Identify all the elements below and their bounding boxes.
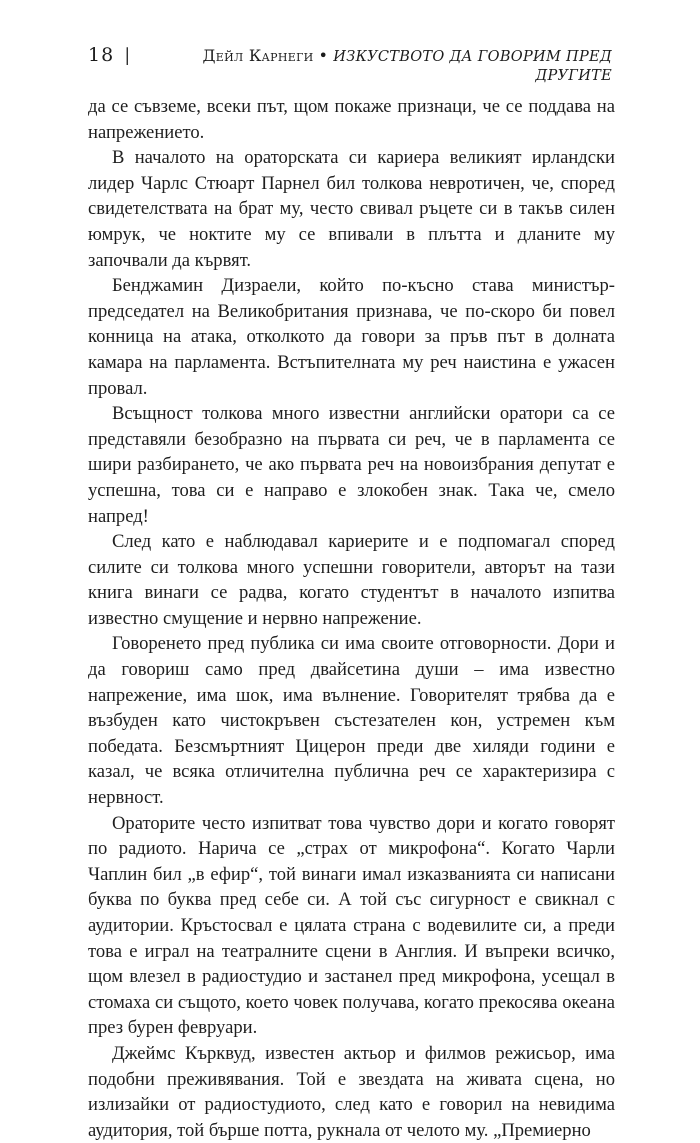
header-author: Дейл Карнеги [202, 46, 314, 65]
header-separator: | [124, 45, 131, 66]
header-bullet: • [318, 46, 329, 65]
paragraph: В началото на ораторската си кариера великият ирландски лидер Чарлс Стюарт Парнел бил толкова невротичен, че, според свидетелствата на брат му, често свивал ръцете си в такъв силен юмрук, че ноктите му се впивали в плътта и дланите му започвали да кървят. [88, 147, 615, 271]
body-text [88, 94, 615, 1143]
paragraph: Джеймс Кърквуд, известен актьор и филмов режисьор, има подобни преживявания. Той е звездата на живата сцена, но излизайки от радиостудиото, след като е говорил на невидима аудитория, той бърше потта, рукнала от челото му. „Премиерно [88, 1042, 615, 1141]
page-header [88, 44, 612, 84]
header-book-title: ИЗКУСТВОТО ДА ГОВОРИМ ПРЕД ДРУГИТЕ [333, 49, 612, 84]
paragraph: Всъщност толкова много известни английски оратори са се представяли безобразно на първата си реч, че в парламента се шири разбирането, че ако първата реч на новоизбрания депутат е успешна, това си е направо е злокобен знак. Така че, смело напред! [88, 403, 615, 527]
paragraph: Бенджамин Дизраели, който по-късно става министър-председател на Великобритания признава, че по-скоро би повел конница на атака, отколкото да говори за пръв път в долната камара на парламента. Встъпителната му реч наистина е ужасен провал. [88, 275, 615, 399]
paragraph: да се съвземе, всеки път, щом покаже признаци, че се поддава на напрежението. [88, 96, 615, 143]
running-head [130, 46, 612, 84]
page-number: 18 [88, 44, 115, 66]
paragraph: Говоренето пред публика си има своите отговорности. Дори и да говориш само пред двайсетина души – има известно напрежение, има шок, има вълнение. Говорителят трябва да е възбуден като чистокръвен състезателен кон, устремен към победата. Безсмъртният Цицерон преди две хиляди години е казал, че всяка отличителна публична реч се характеризира с нервност. [88, 633, 615, 809]
paragraph: Ораторите често изпитват това чувство дори и когато говорят по радиото. Нарича се „страх от микрофона“. Когато Чарли Чаплин бил „в ефир“, той винаги имал изказванията си написани буква по буква пред себе си. А той със сигурност е свикнал с аудитории. Кръстосвал е цялата страна с водевилите си, а преди това е играл на театралните сцени в Англия. И въпреки всичко, щом влезел в радиостудио и застанел пред микрофона, усещал в стомаха си същото, което човек получава, когато прекосява океана през бурен февруари. [88, 812, 615, 1039]
paragraph: След като е наблюдавал кариерите и е подпомагал според силите си толкова много успешни говорители, авторът на тази книга винаги се радва, когато студентът в началото изпитва известно смущение и нервно напрежение. [88, 531, 615, 629]
